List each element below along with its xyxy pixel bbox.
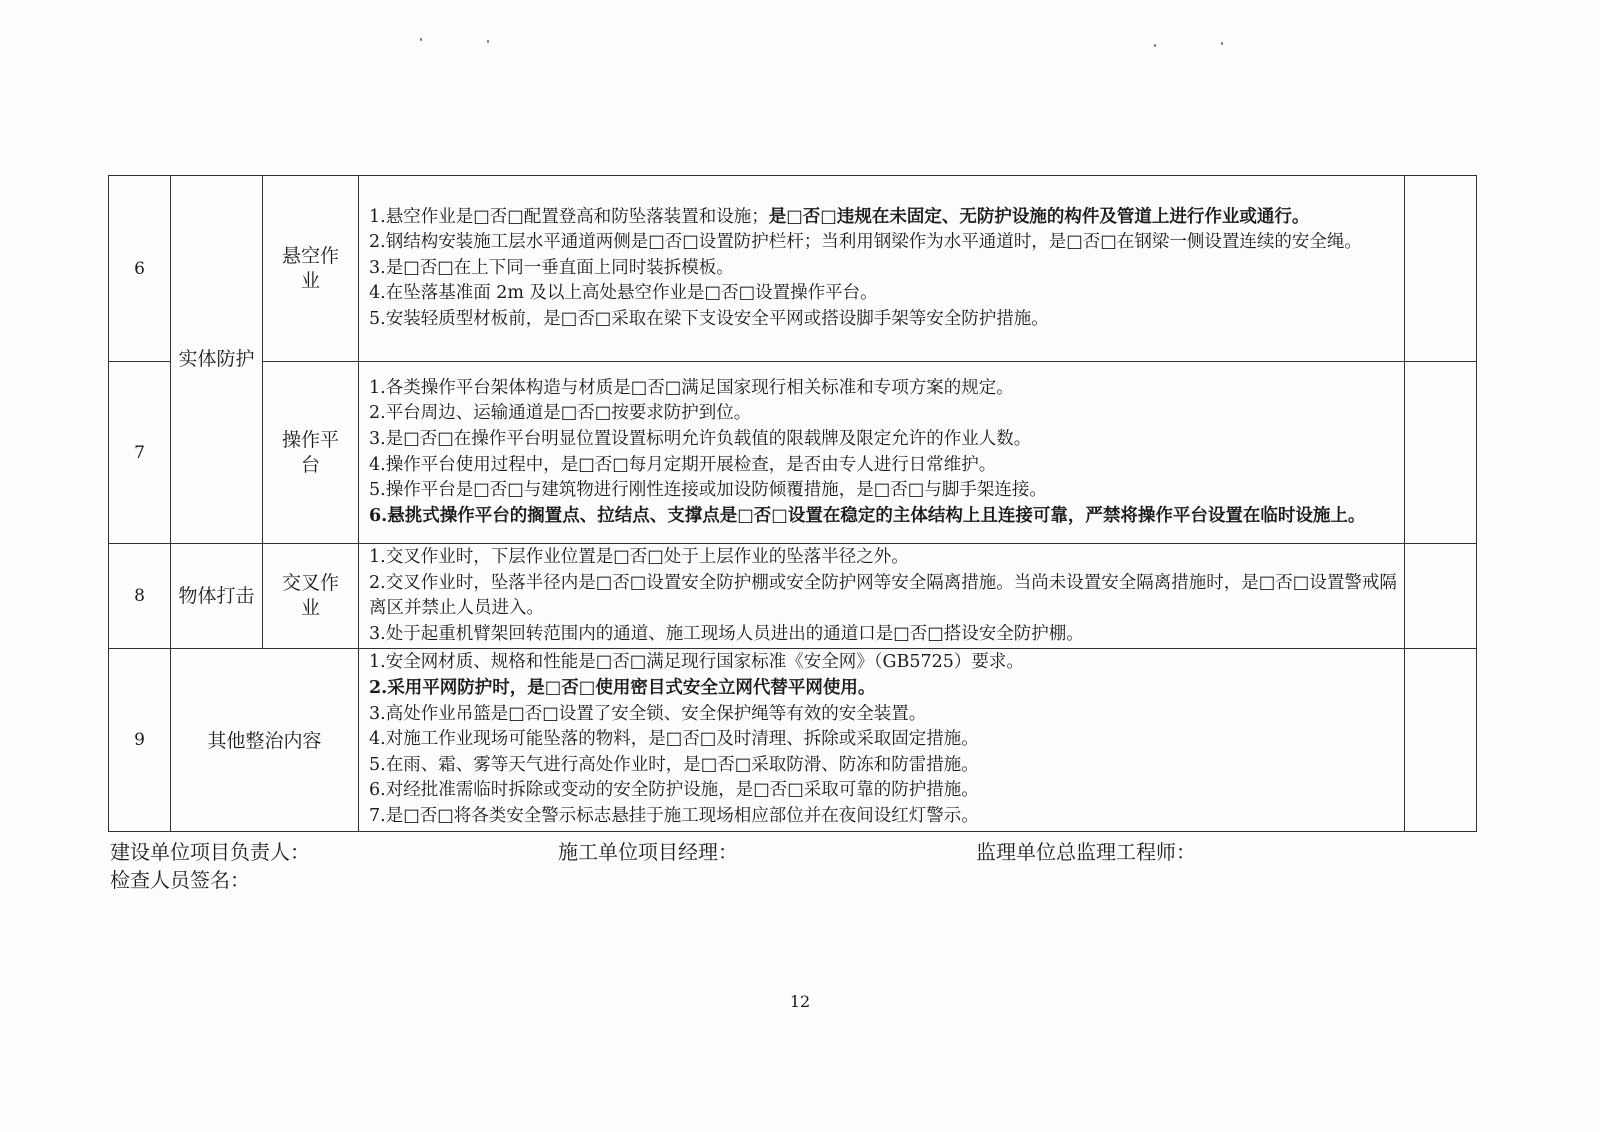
check-item: 1.各类操作平台架体构造与材质是□否□满足国家现行相关标准和专项方案的规定。	[369, 377, 1014, 398]
check-item: 5.安装轻质型材板前，是□否□采取在梁下支设安全平网或搭设脚手架等安全防护措施。	[369, 308, 1049, 329]
check-items-cell	[359, 544, 1405, 649]
scan-speck	[1221, 42, 1223, 45]
subcategory-cell: 操作平台	[263, 362, 359, 544]
result-cell[interactable]	[1405, 649, 1477, 831]
table-row	[109, 362, 1477, 544]
check-item: 4.在坠落基准面 2m 及以上高处悬空作业是□否□设置操作平台。	[369, 283, 878, 304]
check-item-emphasis: 是□否□违规在未固定、无防护设施的构件及管道上进行作业或通行。	[768, 206, 1310, 227]
chief-supervisor-signature-label: 监理单位总监理工程师：	[976, 840, 1196, 864]
category-cell: 物体打击	[171, 544, 263, 649]
check-item: 3.处于起重机臂架回转范围内的通道、施工现场人员进出的通道口是□否□搭设安全防护棚。	[369, 623, 1084, 644]
subcategory-cell: 悬空作业	[263, 176, 359, 362]
signature-block	[110, 838, 1440, 894]
result-cell[interactable]	[1405, 544, 1477, 649]
inspector-signature-label: 检查人员签名：	[110, 868, 250, 892]
check-item: 4.对施工作业现场可能坠落的物料，是□否□及时清理、拆除或采取固定措施。	[369, 729, 979, 750]
check-item: 2.钢结构安装施工层水平通道两侧是□否□设置防护栏杆；当利用钢梁作为水平通道时，是□否□在钢梁一侧设置连续的安全绳。	[369, 232, 1362, 253]
scan-speck	[420, 38, 422, 41]
check-item: 1.悬空作业是□否□配置登高和防坠落装置和设施；是□否□违规在未固定、无防护设施的构件及管道上进行作业或通行。	[369, 206, 1310, 227]
check-item: 5.在雨、霜、雾等天气进行高处作业时，是□否□采取防滑、防冻和防雷措施。	[369, 754, 979, 775]
check-item: 5.操作平台是□否□与建筑物进行刚性连接或加设防倾覆措施，是□否□与脚手架连接。	[369, 480, 1047, 501]
check-item: 3.是□否□在操作平台明显位置设置标明允许负载值的限载牌及限定允许的作业人数。	[369, 428, 1032, 449]
check-item: 1.交叉作业时，下层作业位置是□否□处于上层作业的坠落半径之外。	[369, 547, 909, 567]
result-cell[interactable]	[1405, 362, 1477, 544]
check-item: 2.交叉作业时，坠落半径内是□否□设置安全防护棚或安全防护网等安全隔离措施。当尚未设置安全隔离措施时，是□否□设置警戒隔离区并禁止人员进入。	[369, 572, 1397, 619]
check-items-cell	[359, 176, 1405, 362]
check-item: 1.安全网材质、规格和性能是□否□满足现行国家标准《安全网》（GB5725）要求。	[369, 652, 1024, 673]
check-item: 3.是□否□在上下同一垂直面上同时装拆模板。	[369, 257, 734, 278]
signature-row	[110, 838, 1440, 866]
table-row	[109, 544, 1477, 649]
check-items-cell	[359, 362, 1405, 544]
check-item: 3.高处作业吊篮是□否□设置了安全锁、安全保护绳等有效的安全装置。	[369, 703, 927, 724]
row-number: 6	[109, 176, 171, 362]
check-item: 4.操作平台使用过程中，是□否□每月定期开展检查，是否由专人进行日常维护。	[369, 454, 997, 475]
category-cell: 实体防护	[171, 176, 263, 544]
row-number: 8	[109, 544, 171, 649]
contractor-manager-signature-label: 施工单位项目经理：	[558, 840, 738, 864]
scan-speck	[1154, 44, 1156, 47]
check-item: 6.悬挑式操作平台的搁置点、拉结点、支撑点是□否□设置在稳定的主体结构上且连接可靠，严禁将操作平台设置在临时设施上。	[369, 505, 1366, 526]
row-number: 9	[109, 649, 171, 831]
scan-speck	[487, 40, 489, 43]
table-row	[109, 649, 1477, 831]
result-cell[interactable]	[1405, 176, 1477, 362]
check-items-cell	[359, 649, 1405, 831]
check-item: 6.对经批准需临时拆除或变动的安全防护设施，是□否□采取可靠的防护措施。	[369, 780, 979, 801]
check-item: 2.采用平网防护时，是□否□使用密目式安全立网代替平网使用。	[369, 677, 876, 698]
row-number: 7	[109, 362, 171, 544]
signature-row	[110, 866, 1440, 894]
check-item: 7.是□否□将各类安全警示标志悬挂于施工现场相应部位并在夜间设红灯警示。	[369, 805, 979, 826]
category-cell: 其他整治内容	[171, 649, 359, 831]
construction-owner-signature-label: 建设单位项目负责人：	[110, 840, 310, 864]
table-row	[109, 176, 1477, 362]
check-item: 2.平台周边、运输通道是□否□按要求防护到位。	[369, 403, 752, 424]
inspection-checklist-table	[108, 175, 1477, 832]
page-number: 12	[789, 992, 811, 1011]
subcategory-cell: 交叉作业	[263, 544, 359, 649]
